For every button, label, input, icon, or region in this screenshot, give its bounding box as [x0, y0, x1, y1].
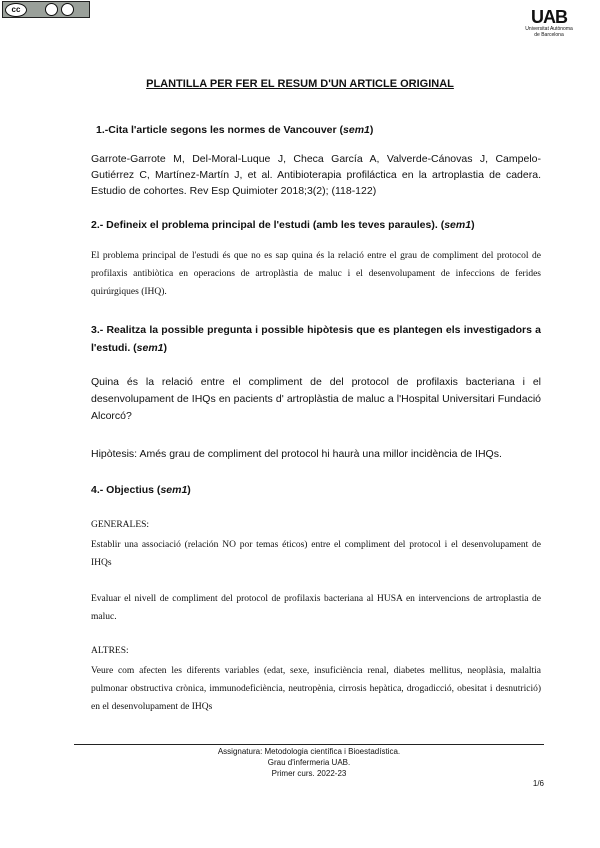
- section-2-heading: 2.- Defineix el problema principal de l'estudi (amb les teves paraules). (sem1): [91, 219, 475, 231]
- logo-mark: UAB: [531, 7, 567, 27]
- section-4-tag: sem1: [160, 484, 188, 496]
- section-3-question: Quina és la relació entre el compliment de del protocol de profilaxis bacteriana i el desenvolupament de IHQs en pacients d' artroplàstia de maluc a l'Hospital Universitari Fundació Alcorcó?: [91, 376, 541, 422]
- section-4-heading: 4.- Objectius (sem1): [91, 484, 191, 496]
- altres-label: ALTRES:: [91, 646, 129, 656]
- footer-degree: Grau d'infermeria UAB.: [267, 758, 351, 767]
- section-3-heading: 3.- Realitza la possible pregunta i possible hipòtesis que es plantegen els investigadors a l'estudi. (sem1): [91, 324, 541, 354]
- section-2-tag: sem1: [444, 219, 472, 231]
- generales-label: GENERALES:: [91, 520, 150, 530]
- logo-subtitle-1: Universitat Autònoma: [525, 26, 573, 32]
- section-1-citation: Garrote-Garrote M, Del-Moral-Luque J, Checa García A, Valverde-Cánovas J, Campelo-Gutiérrez C, Martínez-Martín J, et al. Antibioterapia profiláctica en la artroplastia de cadera. Estudio de cohortes. Rev Esp Quimioter 2018;3(2); (118-122): [91, 153, 541, 197]
- footer-course: Assignatura: Metodologia científica i Bioestadística.: [217, 747, 401, 756]
- document-title: PLANTILLA PER FER EL RESUM D'UN ARTICLE ORIGINAL: [146, 78, 454, 90]
- footer-year: Primer curs. 2022-23: [271, 769, 347, 778]
- footer: [74, 746, 544, 779]
- attribution-icon: [45, 3, 58, 16]
- cc-license-badge: [2, 1, 90, 18]
- section-3-tag: sem1: [136, 342, 164, 354]
- generales-objective-2: Evaluar el nivell de compliment del protocol de profilaxis bacteriana al HUSA en intervencions de artroplastia de maluc.: [91, 594, 541, 622]
- altres-objective-1: Veure com afecten les diferents variables (edat, sexe, insuficiència renal, diabetes mellitus, neoplàsia, malaltia pulmonar obstructiva crònica, immunodeficiència, neutropènia, cirrosis hepàtica, drogadicció, obesitat i desnutrició) en el desenvolupament de IHQs: [91, 666, 541, 712]
- section-2-body: El problema principal de l'estudi és que no es sap quina és la relació entre el grau de compliment del protocol de profilaxis antibiòtica en operacions de artroplàstia de maluc i el desenvolupament de infeccions de ferides quirúrgiques (IHQ).: [91, 251, 541, 297]
- noncommercial-icon: [61, 3, 74, 16]
- section-3-hypothesis: Hipòtesis: Amés grau de compliment del protocol hi haurà una millor incidència de IHQs.: [91, 448, 502, 460]
- page-number: 1/6: [532, 779, 544, 788]
- generales-objective-1: Establir una associació (relación NO por temas éticos) entre el compliment del protocol i el desenvolupament de IHQs: [91, 540, 541, 568]
- cc-icon: cc: [5, 3, 27, 17]
- uab-logo: [518, 8, 580, 38]
- logo-subtitle-2: de Barcelona: [534, 32, 564, 38]
- section-1-tag: sem1: [343, 124, 370, 136]
- footer-divider: [74, 744, 544, 745]
- section-1-heading: 1.-Cita l'article segons les normes de Vancouver (sem1): [96, 124, 374, 136]
